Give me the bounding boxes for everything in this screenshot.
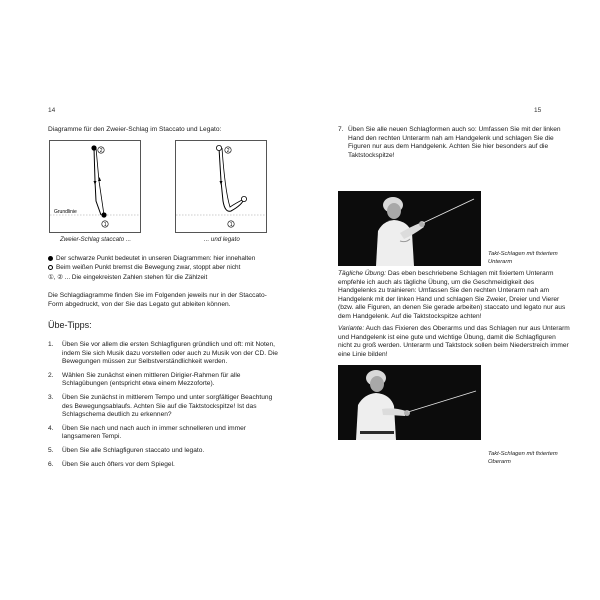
black-dot-icon <box>48 256 53 261</box>
legend-black-dot: Der schwarze Punkt bedeutet in unseren Diagrammen: hier innehalten <box>48 255 255 262</box>
diagram-intro: Diagramme für den Zweier-Schlag im Staccato und Legato: <box>48 126 222 133</box>
photo1-caption: Takt-Schlagen mit fixiertem Unterarm <box>488 251 558 265</box>
legato-beat-pattern <box>176 141 266 232</box>
page-number-left: 14 <box>48 107 56 114</box>
conductor-figure <box>338 365 481 440</box>
tip-number: 4. <box>48 424 54 432</box>
item-7 <box>338 126 570 160</box>
page-number-right: 15 <box>534 107 542 114</box>
variant-label: Variante: <box>338 325 365 332</box>
tips-heading: Übe-Tipps: <box>48 320 92 330</box>
conductor-photo-fixed-upper-arm <box>338 365 481 440</box>
item-7-text: Üben Sie alle neuen Schlagformen auch so: Umfassen Sie mit der linken Hand den rechten Unterarm nah am Handgelenk und schlagen Sie die Figuren nur aus dem Handgelenk. Achten Sie hier besonders auf die Taktstockspitze! <box>348 126 561 159</box>
tip-text: Üben Sie vor allem die ersten Schlagfiguren gründlich und oft: mit Noten, indem Sie sich Musik dazu vorstellen oder auch zu Musik von der CD. Die Bewegungen müssen zur Selbstverständlichkeit werden. <box>62 341 278 366</box>
staccato-caption: Zweier-Schlag staccato ... <box>60 236 132 243</box>
tips-list <box>48 341 278 474</box>
tip-item <box>48 372 278 389</box>
beat-two-label: 2 <box>99 148 103 154</box>
legato-diagram <box>175 140 267 233</box>
tip-number: 3. <box>48 393 54 401</box>
tip-item <box>48 461 278 470</box>
conductor-photo-fixed-forearm <box>338 191 481 266</box>
conductor-figure <box>338 191 481 266</box>
tip-text: Üben Sie auch öfters vor dem Spiegel. <box>62 460 175 468</box>
tip-number: 1. <box>48 341 54 348</box>
legato-caption: ... und legato <box>204 236 240 243</box>
daily-exercise-label: Tägliche Übung: <box>338 270 387 277</box>
tip-number: 2. <box>48 371 54 379</box>
beat-one-label: 1 <box>229 222 233 228</box>
daily-exercise-text: Das eben beschriebene Schlagen mit fixiertem Unterarm empfehle ich auch als tägliche Übung, um die Geschmeidigkeit des Handgelenks zu trainieren: Umfassen Sie den rechten Unterarm nah am Handgelenk mit der linken Hand und schlagen Sie Zweier, Dreier und Vierer (bzw. alle Figuren, an denen Sie gerade arbeiten) staccato und legato nur aus dem Handgelenk. Auf die Taktstockspitze achten! <box>338 270 566 320</box>
right-page <box>300 0 600 600</box>
diagram-paragraph: Die Schlagdiagramme finden Sie im Folgenden jeweils nur in der Staccato-Form abgedruckt, von der Sie das Legato gut ableiten können. <box>48 292 267 308</box>
grundlinie-label: Grundlinie <box>54 209 77 215</box>
tip-item <box>48 394 278 420</box>
tip-number: 6. <box>48 460 54 468</box>
tip-number: 5. <box>48 446 54 454</box>
photo2-caption: Takt-Schlagen mit fixiertem Oberarm <box>488 451 558 465</box>
white-dot-icon <box>48 265 53 270</box>
tip-text: Wählen Sie zunächst einen mittleren Dirigier-Rahmen für alle Schlagübungen (entspricht etwa einem Mezzoforte). <box>62 371 241 388</box>
staccato-diagram <box>49 140 141 233</box>
item-7-number: 7. <box>338 126 344 133</box>
tip-item <box>48 425 278 442</box>
tip-text: Üben Sie alle Schlagfiguren staccato und legato. <box>62 446 205 454</box>
tip-item <box>48 341 278 367</box>
variant-text: Auch das Fixieren des Oberarms und das Schlagen nur aus Unterarm und Handgelenk ist eine gute und wichtige Übung, damit die Schlagfiguren nicht zu groß werden. Unterarm und Taktstock sollen beim Niederstreich immer eine Linie bilden! <box>338 325 570 358</box>
tip-text: Üben Sie nach und nach auch in immer schnelleren und immer langsameren Tempi. <box>62 424 246 441</box>
legend-white-dot: Beim weißen Punkt bremst die Bewegung zwar, stoppt aber nicht <box>48 264 240 271</box>
beat-one-label: 1 <box>103 222 107 228</box>
tip-item <box>48 447 278 456</box>
beat-two-label: 2 <box>226 148 230 154</box>
variant-paragraph <box>338 325 570 359</box>
staccato-beat-pattern <box>50 141 140 232</box>
daily-exercise-paragraph <box>338 270 570 322</box>
legend-numbers: ①, ② ... Die eingekreisten Zahlen stehen für die Zählzeit <box>48 274 208 281</box>
tip-text: Üben Sie zunächst in mittlerem Tempo und unter sorgfältiger Beachtung des Bewegungsablaufs. Achten Sie auf die Taktstockspitze! Ist das Schlagschema deutlich zu erkennen? <box>62 393 273 419</box>
